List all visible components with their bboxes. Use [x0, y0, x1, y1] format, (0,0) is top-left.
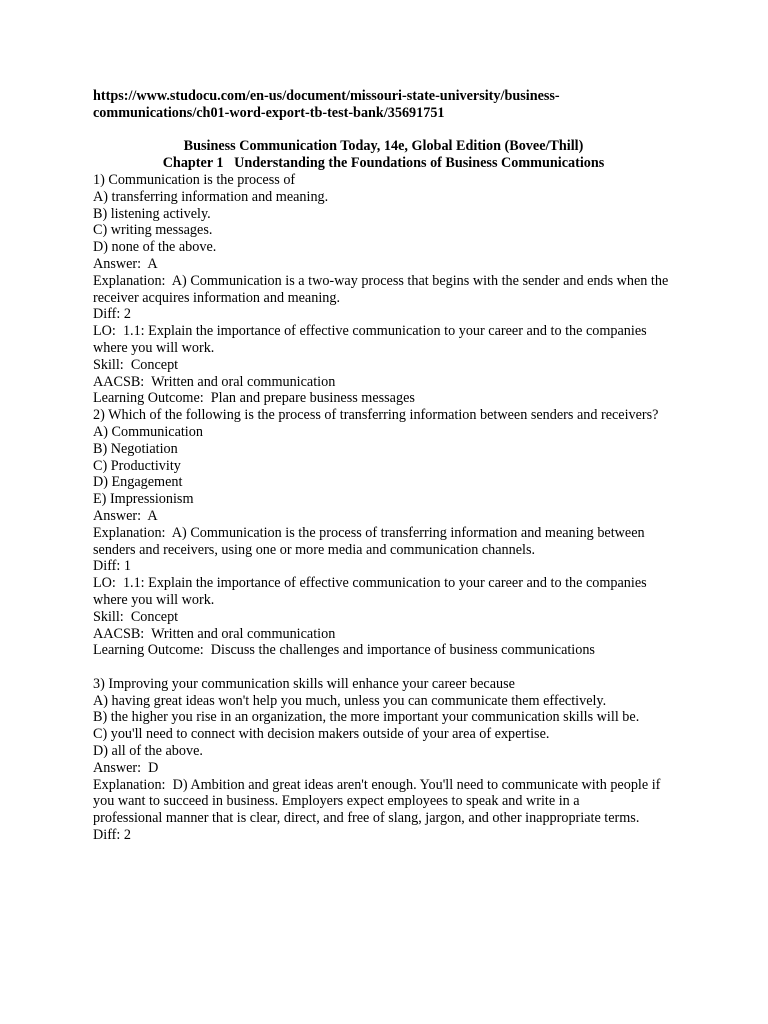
option-d: D) Engagement [93, 474, 183, 491]
aacsb: AACSB: Written and oral communication [93, 373, 336, 390]
question-text: 2) Which of the following is the process of transferring information between senders and receivers? [93, 407, 659, 424]
option-c: C) you'll need to connect with decision makers outside of your area of expertise. [93, 726, 550, 743]
answer: Answer: A [93, 507, 158, 524]
option-a: A) having great ideas won't help you much, unless you can communicate them effectively. [93, 692, 607, 709]
option-c: C) Productivity [93, 457, 181, 474]
option-c: C) writing messages. [93, 222, 213, 239]
option-d: D) none of the above. [93, 239, 217, 256]
explanation: Explanation: A) Communication is a two-way process that begins with the sender and ends when the receiver acquires information and meaning. [93, 272, 672, 306]
difficulty: Diff: 2 [93, 827, 131, 844]
explanation-part-2: professional manner that is clear, direct, and free of slang, jargon, and other inappropriate terms. [93, 810, 640, 827]
learning-objective: LO: 1.1: Explain the importance of effective communication to your career and to the companies where you will work. [93, 323, 651, 356]
option-e: E) Impressionism [93, 491, 194, 508]
skill: Skill: Concept [93, 356, 179, 373]
question-text: 1) Communication is the process of [93, 171, 296, 188]
chapter-title: Chapter 1 Understanding the Foundations of Business Communications [162, 155, 605, 172]
option-b: B) the higher you rise in an organization, the more important your communication skills will be. [93, 709, 640, 726]
question-text: 3) Improving your communication skills will enhance your career because [93, 675, 515, 692]
explanation-part-1: Explanation: A) Communication is the process of transferring information and meaning between [93, 524, 645, 541]
difficulty: Diff: 2 [93, 306, 131, 323]
learning-objective: LO: 1.1: Explain the importance of effective communication to your career and to the companies where you will work. [93, 575, 651, 608]
option-a: A) transferring information and meaning. [93, 188, 329, 205]
option-b: B) listening actively. [93, 205, 211, 222]
option-a: A) Communication [93, 423, 203, 440]
spacer [93, 122, 674, 139]
book-title: Business Communication Today, 14e, Global Edition (Bovee/Thill) [183, 138, 584, 155]
question-1 [93, 172, 674, 407]
option-b: B) Negotiation [93, 440, 178, 457]
learning-outcome: Learning Outcome: Plan and prepare business messages [93, 390, 415, 407]
question-3 [93, 676, 674, 844]
question-2 [93, 407, 674, 659]
explanation-part-2: senders and receivers, using one or more media and communication channels. [93, 541, 536, 558]
source-url-line-2: communications/ch01-word-export-tb-test-bank/35691751 [93, 104, 445, 121]
spacer [93, 659, 674, 676]
source-url[interactable] [93, 88, 674, 122]
difficulty: Diff: 1 [93, 558, 131, 575]
explanation-part-1: Explanation: D) Ambition and great ideas aren't enough. You'll need to communicate with people if you want to succeed in business. Employers expect employees to speak and write in a [93, 776, 664, 810]
option-d: D) all of the above. [93, 743, 203, 760]
document-body [93, 88, 674, 844]
answer: Answer: D [93, 759, 159, 776]
learning-outcome: Learning Outcome: Discuss the challenges and importance of business communications [93, 642, 595, 659]
aacsb: AACSB: Written and oral communication [93, 625, 336, 642]
skill: Skill: Concept [93, 608, 179, 625]
answer: Answer: A [93, 255, 158, 272]
source-url-line-1: https://www.studocu.com/en-us/document/missouri-state-university/business- [93, 88, 560, 104]
